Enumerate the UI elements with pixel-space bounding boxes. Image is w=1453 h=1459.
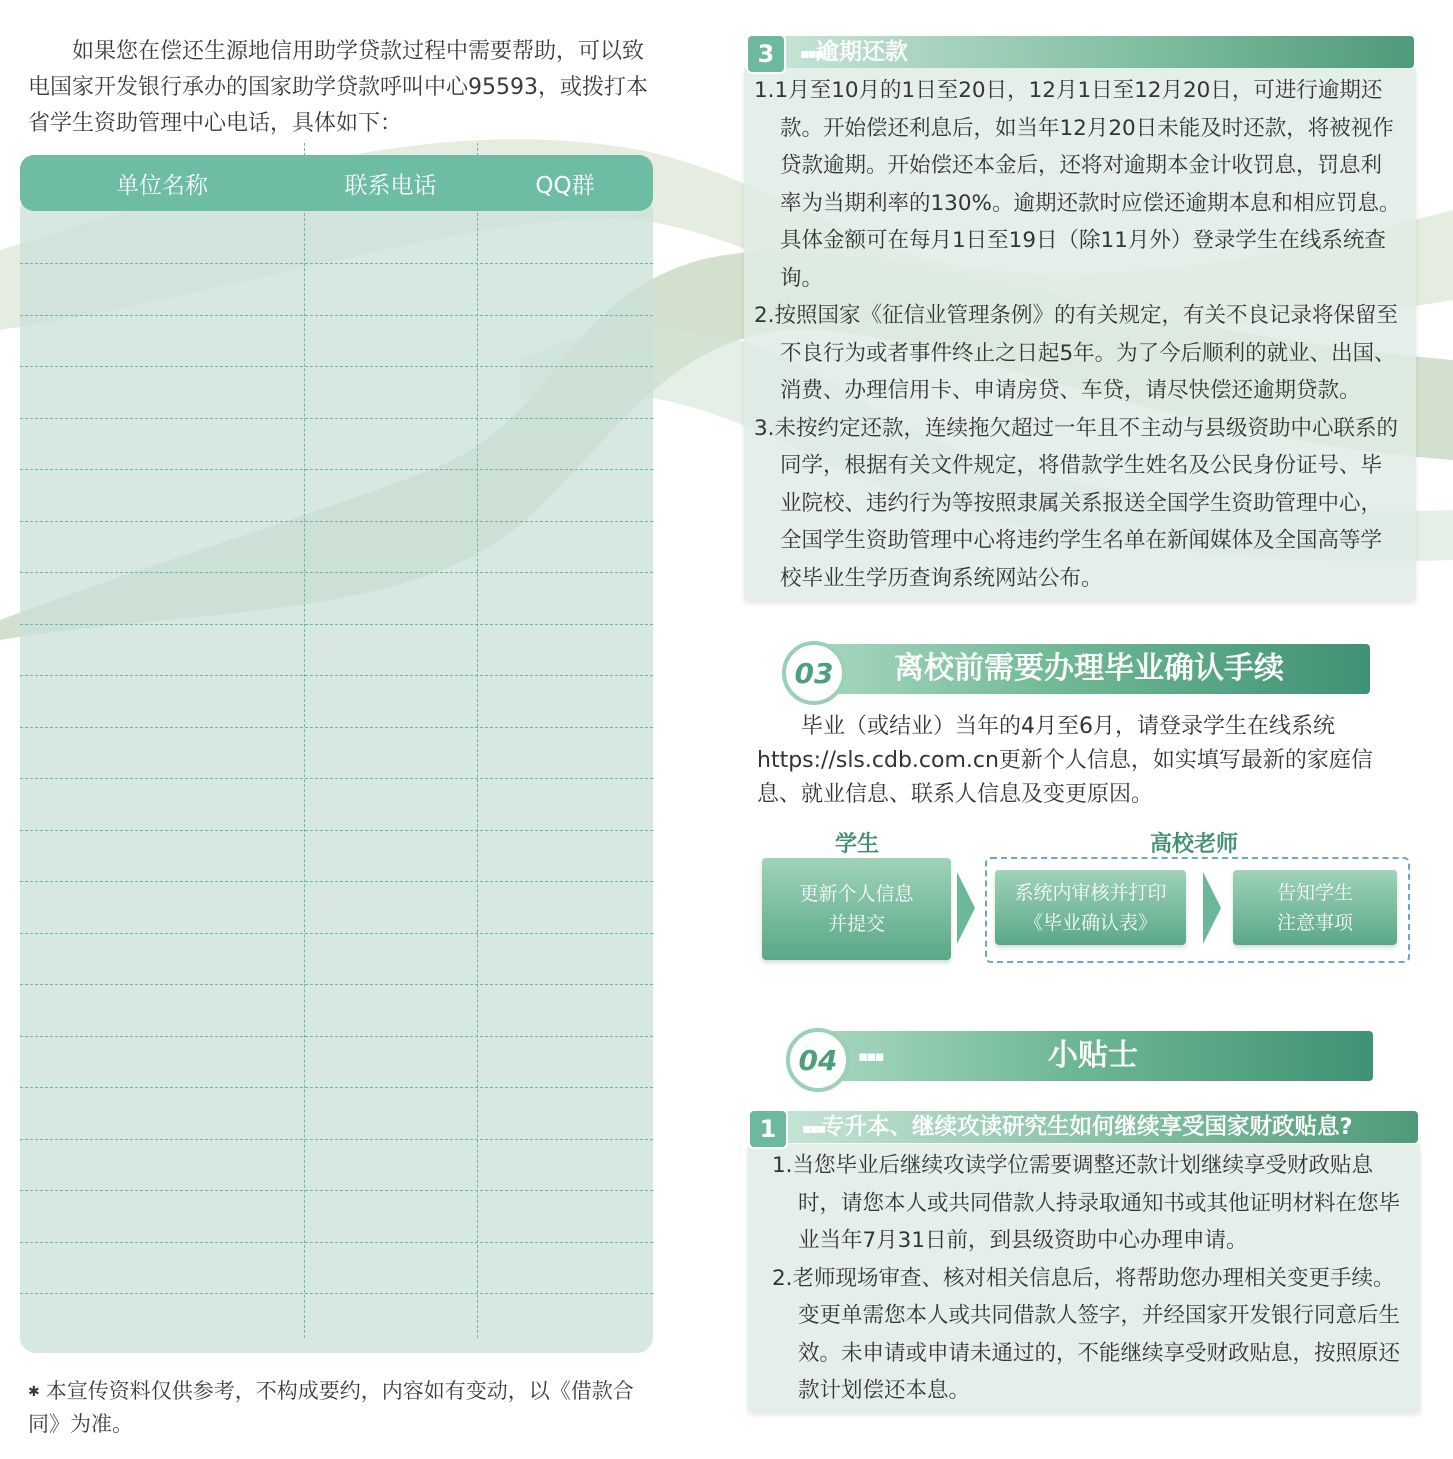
table-row-line — [20, 1190, 653, 1191]
table-row-line — [20, 675, 653, 676]
section-03-header — [782, 644, 1370, 694]
table-row-line — [20, 572, 653, 573]
arrow-right-icon — [1203, 872, 1221, 944]
table-row-line — [20, 263, 653, 264]
table-row-line — [20, 984, 653, 985]
table-row-line — [20, 418, 653, 419]
section-04-title: 小贴士 — [1048, 1038, 1138, 1073]
overdue-title-bar — [760, 36, 1414, 68]
overdue-panel — [744, 68, 1416, 600]
overdue-item-1: 1.1月至10月的1日至20日，12月1日至12月20日，可进行逾期还款。开始偿还利息后，如当年12月20日未能及时还款，将被视作贷款逾期。开始偿还本金后，还将对逾期本金计收罚息，罚息利率为当期利率的130%。逾期还款时应偿还逾期本息和相应罚息。具体金额可在每月1日至19日（除11月外）登录学生在线系统查询。 — [754, 78, 1401, 291]
section-03-number: 03 — [782, 641, 846, 705]
graduation-confirm-text: 毕业（或结业）当年的4月至6月，请登录学生在线系统https://sls.cdb.com.cn更新个人信息，如实填写最新的家庭信息、就业信息、联系人信息及变更原因。 — [757, 714, 1373, 807]
flow-step-notify-student — [1233, 870, 1397, 945]
dots-icon: ▪▪▪ — [802, 1121, 825, 1137]
step1-line2: 并提交 — [827, 913, 885, 935]
header-unit-name: 单位名称 — [116, 172, 208, 199]
dots-icon: ▪▪▪ — [858, 1047, 883, 1065]
tip-panel — [748, 1144, 1420, 1412]
intro-paragraph — [28, 34, 648, 142]
step2-line1: 系统内审核并打印 — [1014, 881, 1167, 904]
step3-line2: 注意事项 — [1276, 911, 1353, 934]
overdue-title: 逾期还款 — [816, 39, 908, 65]
table-row-line — [20, 727, 653, 728]
section-03-title: 离校前需要办理毕业确认手续 — [894, 651, 1284, 686]
overdue-number-badge: 3 — [746, 34, 786, 74]
table-row-line — [20, 624, 653, 625]
section-04-header — [786, 1031, 1373, 1081]
contact-table — [20, 155, 653, 1353]
table-row-line — [20, 1087, 653, 1088]
overdue-item-2: 2.按照国家《征信业管理条例》的有关规定，有关不良记录将保留至不良行为或者事件终止之日起5年。为了今后顺利的就业、出国、消费、办理信用卡、申请房贷、车贷，请尽快偿还逾期贷款。 — [754, 303, 1399, 403]
intro-text: 如果您在偿还生源地信用助学贷款过程中需要帮助，可以致电国家开发银行承办的国家助学贷款呼叫中心95593，或拨打本省学生资助管理中心电话，具体如下： — [28, 39, 648, 136]
table-row-line — [20, 315, 653, 316]
flow-step-update-info — [762, 858, 951, 960]
arrow-right-icon — [957, 872, 975, 944]
table-row-line — [20, 881, 653, 882]
contact-table-header — [20, 155, 653, 211]
header-qq-group: QQ群 — [535, 172, 595, 199]
tip-title: 专升本、继续攻读研究生如何继续享受国家财政贴息? — [822, 1114, 1353, 1140]
column-divider — [477, 143, 478, 1338]
table-row-line — [20, 366, 653, 367]
dots-icon: ▪▪▪ — [800, 46, 823, 62]
table-row-line — [20, 469, 653, 470]
table-row-line — [20, 1139, 653, 1140]
tip-item-2: 2.老师现场审查、核对相关信息后，将帮助您办理相关变更手续。变更单需您本人或共同借款人签字，并经国家开发银行同意后生效。未申请或申请未通过的，不能继续享受财政贴息，按照原还款计划偿还本息。 — [772, 1265, 1401, 1403]
flow-step-review-print — [995, 870, 1186, 945]
overdue-item-3: 3.未按约定还款，连续拖欠超过一年且不主动与县级资助中心联系的同学，根据有关文件规定，将借款学生姓名及公民身份证号、毕业院校、违约行为等按照隶属关系报送全国学生资助管理中心，全国学生资助管理中心将违约学生名单在新闻媒体及全国高等学校毕业生学历查询系统网站公布。 — [754, 415, 1399, 591]
disclaimer — [28, 1375, 653, 1440]
asterisk-icon: ✱ — [28, 1384, 40, 1400]
step2-line2: 《毕业确认表》 — [1023, 911, 1157, 934]
section-04-number: 04 — [786, 1028, 850, 1092]
step3-line1: 告知学生 — [1276, 881, 1353, 904]
table-row-line — [20, 1293, 653, 1294]
table-row-line — [20, 933, 653, 934]
disclaimer-text: 本宣传资料仅供参考，不构成要约，内容如有变动，以《借款合同》为准。 — [28, 1379, 634, 1436]
tip-number-badge: 1 — [748, 1109, 788, 1149]
table-row-line — [20, 1242, 653, 1243]
contact-table-body — [20, 195, 653, 1353]
tip-title-bar — [762, 1111, 1418, 1143]
table-row-line — [20, 1036, 653, 1037]
tip-item-1: 1.当您毕业后继续攻读学位需要调整还款计划继续享受财政贴息时，请您本人或共同借款人持录取通知书或其他证明材料在您毕业当年7月31日前，到县级资助中心办理申请。 — [772, 1153, 1401, 1253]
section-03-text — [757, 710, 1412, 812]
flow-teacher-label: 高校老师 — [1150, 832, 1239, 857]
header-phone: 联系电话 — [344, 172, 437, 199]
flow-student-label: 学生 — [835, 832, 880, 857]
table-row-line — [20, 830, 653, 831]
step1-line1: 更新个人信息 — [799, 883, 914, 905]
table-row-line — [20, 521, 653, 522]
column-divider — [304, 143, 305, 1338]
table-row-line — [20, 778, 653, 779]
